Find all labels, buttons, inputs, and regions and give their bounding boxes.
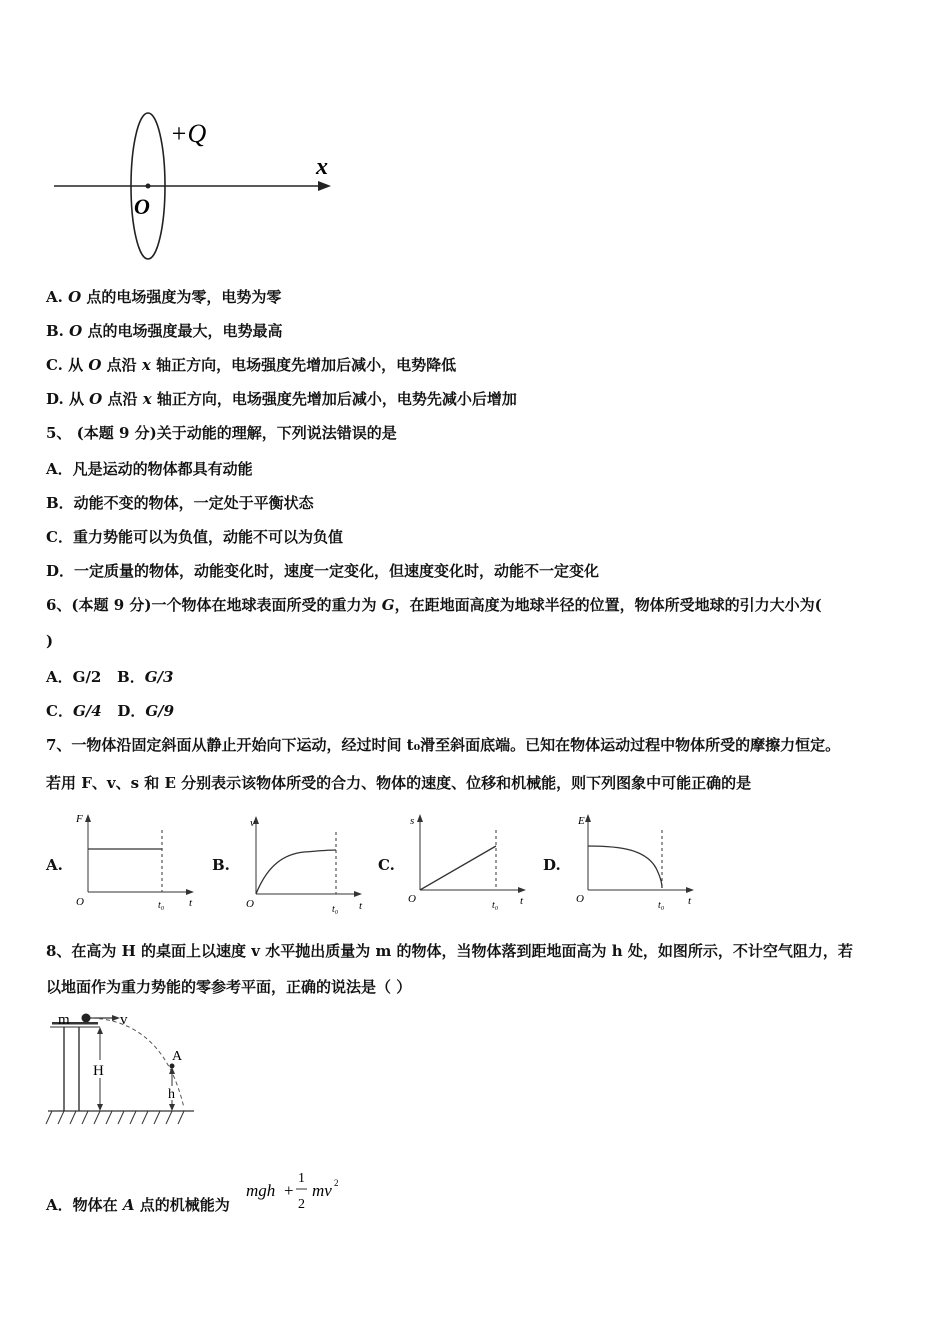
q7-option-d-label: D.: [543, 856, 561, 874]
q4-option-d: D. 从 O 点沿 x 轴正方向，电场强度先增加后减小，电势先减小后增加: [46, 390, 517, 408]
q8-option-a-formula: [244, 1168, 354, 1218]
q7-stem-line1: 7、一物体沿固定斜面从静止开始向下运动，经过时间 t₀滑至斜面底端。已知在物体运动过程中物体所受的摩擦力恒定。: [46, 736, 841, 754]
axis-label: x: [316, 154, 328, 180]
q7-option-c-label: C.: [378, 856, 395, 874]
graph-a-t0: t₀: [158, 900, 165, 911]
graph-a-ylabel: F: [76, 813, 83, 825]
point-A-label: A: [172, 1049, 183, 1064]
formula-plus: +: [284, 1181, 294, 1200]
q7-stem-line2: 若用 F、v、s 和 E 分别表示该物体所受的合力、物体的速度、位移和机械能，则下列图象中可能正确的是: [46, 774, 752, 792]
mass-label: m: [58, 1012, 70, 1028]
graph-c-t0: t₀: [492, 900, 499, 911]
q5-stem: 5、 (本题 9 分)关于动能的理解，下列说法错误的是: [46, 424, 397, 442]
q5-option-d: D．一定质量的物体，动能变化时，速度一定变化，但速度变化时，动能不一定变化: [46, 562, 600, 580]
q6-stem: 6、(本题 9 分)一个物体在地球表面所受的重力为 G，在距地面高度为地球半径的位置，物体所受地球的引力大小为(: [46, 596, 822, 614]
height-h-label: h: [168, 1087, 175, 1102]
graph-c-ylabel: s: [410, 815, 415, 827]
q6-options-row2: C．G/4 D．G/9: [46, 702, 175, 720]
velocity-label: v: [120, 1012, 128, 1028]
formula-num: 1: [298, 1171, 305, 1186]
graph-b-xlabel: t: [359, 900, 363, 912]
graph-b-origin: O: [246, 898, 254, 910]
q6-stem-close: ): [46, 632, 54, 650]
q7-graph-d: [572, 810, 697, 915]
q4-option-c: C. 从 O 点沿 x 轴正方向，电场强度先增加后减小，电势降低: [46, 356, 457, 374]
graph-a-origin: O: [76, 896, 84, 908]
q8-projectile-figure: [44, 1008, 204, 1133]
graph-b-ylabel: v: [250, 817, 255, 829]
origin-label: O: [134, 194, 150, 219]
graph-d-xlabel: t: [688, 895, 692, 907]
formula-den: 2: [298, 1197, 305, 1212]
q5-option-b: B．动能不变的物体，一定处于平衡状态: [46, 494, 314, 512]
q8-stem-line2: 以地面作为重力势能的零参考平面，正确的说法是（ ）: [46, 978, 412, 996]
q7-graph-a: [72, 810, 197, 915]
q7-option-a-label: A.: [46, 856, 63, 874]
graph-d-origin: O: [576, 893, 584, 905]
formula-mgh: mgh: [246, 1181, 276, 1200]
q5-option-c: C．重力势能可以为负值，动能不可以为负值: [46, 528, 343, 546]
q7-option-b-label: B.: [212, 856, 230, 874]
charge-label: +Q: [170, 119, 207, 148]
q4-option-a: A. O 点的电场强度为零，电势为零: [46, 288, 282, 306]
graph-c-curve: [420, 846, 496, 890]
graph-a-xlabel: t: [189, 897, 193, 909]
q7-graph-b: [240, 812, 365, 917]
q8-option-a: A．物体在 A 点的机械能为: [46, 1196, 230, 1214]
q8-stem-line1: 8、在高为 H 的桌面上以速度 v 水平抛出质量为 m 的物体，当物体落到距地面高为 h 处，如图所示，不计空气阻力，若: [46, 942, 853, 960]
graph-d-curve: [588, 846, 662, 888]
graph-c-origin: O: [408, 893, 416, 905]
graph-b-curve: [256, 850, 336, 894]
formula-exp: 2: [334, 1178, 339, 1188]
ring-charge-figure: [48, 108, 348, 263]
graph-c-xlabel: t: [520, 895, 524, 907]
graph-b-t0: t₀: [332, 904, 339, 915]
height-H-label: H: [93, 1063, 104, 1079]
q6-options-row1: A．G/2 B．G/3: [46, 668, 174, 686]
graph-d-ylabel: E: [578, 815, 585, 827]
q5-option-a: A．凡是运动的物体都具有动能: [46, 460, 253, 478]
q4-option-b: B. O 点的电场强度最大，电势最高: [46, 322, 283, 340]
graph-d-t0: t₀: [658, 900, 665, 911]
q7-graph-c: [404, 810, 529, 915]
formula-mv: mv: [312, 1181, 332, 1200]
